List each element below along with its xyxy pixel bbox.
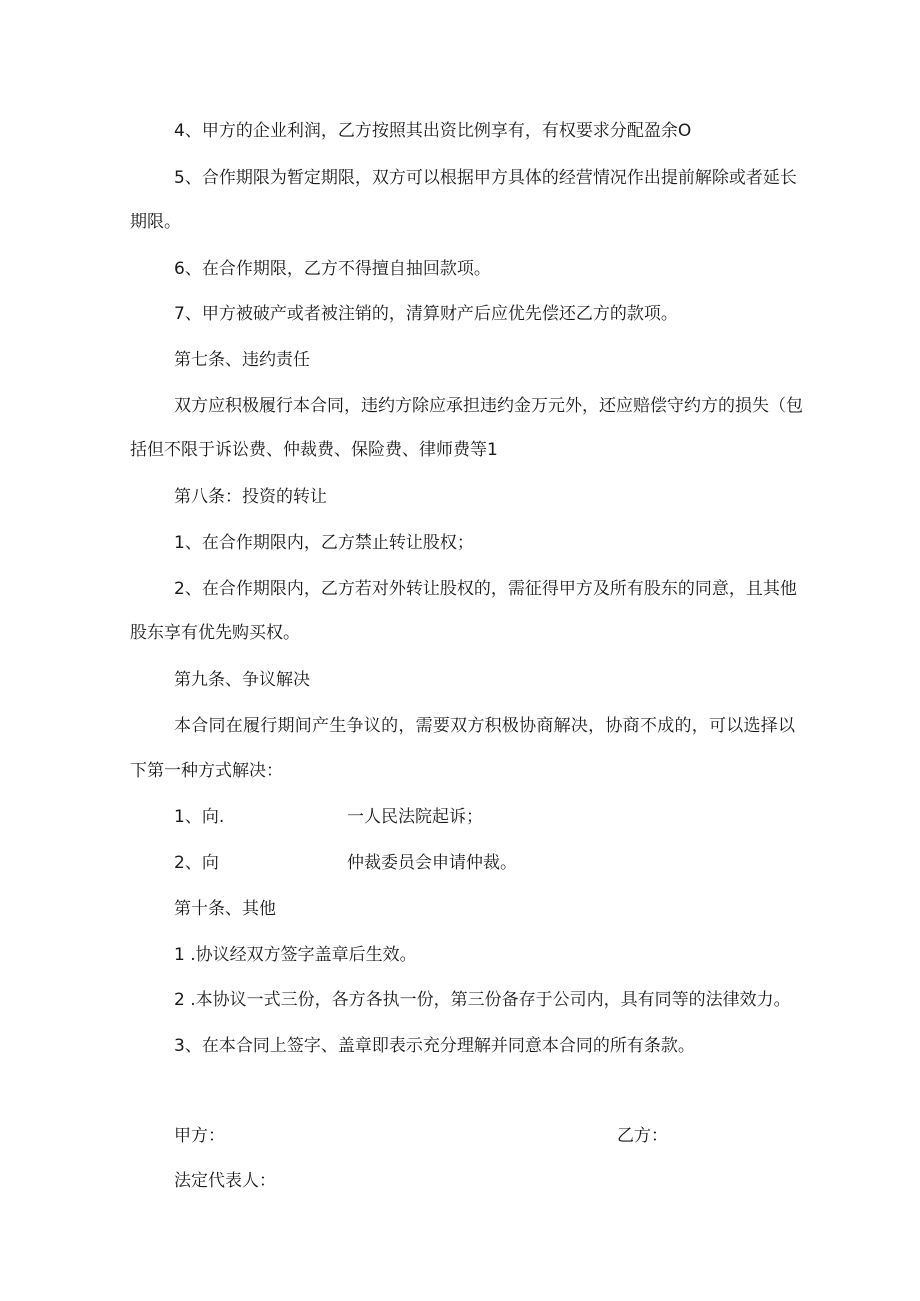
legal-representative-label: 法定代表人： bbox=[174, 1171, 276, 1191]
clause-4: 4、甲方的企业利润，乙方按照其出资比例享有，有权要求分配盈余O bbox=[174, 121, 692, 141]
article-8-clause-2-line2: 股东享有优先购买权。 bbox=[130, 623, 300, 643]
article-7-title: 第七条、违约责任 bbox=[174, 350, 310, 370]
article-8-clause-1: 1、在合作期限内，乙方禁止转让股权； bbox=[174, 533, 474, 553]
article-8-title: 第八条：投资的转让 bbox=[174, 487, 327, 507]
article-7-text-line2: 括但不限于诉讼费、仲裁费、保险费、律师费等1 bbox=[130, 440, 498, 460]
article-9-option-1-prefix: 1、向. bbox=[174, 807, 225, 827]
article-10-clause-3: 3、在本合同上签字、盖章即表示充分理解并同意本合同的所有条款。 bbox=[174, 1036, 695, 1056]
clause-5-line2: 期限。 bbox=[130, 212, 181, 232]
clause-6: 6、在合作期限，乙方不得擅自抽回款项。 bbox=[174, 259, 491, 279]
clause-7: 7、甲方被破产或者被注销的，清算财产后应优先偿还乙方的款项。 bbox=[174, 304, 678, 324]
article-9-option-2-suffix: 仲裁委员会申请仲裁。 bbox=[347, 853, 517, 873]
article-9-option-2-prefix: 2、向 bbox=[174, 853, 219, 873]
article-10-clause-1: 1 .协议经双方签字盖章后生效。 bbox=[174, 945, 417, 965]
article-9-text-line2: 下第一种方式解决： bbox=[130, 761, 283, 781]
article-9-text-line1: 本合同在履行期间产生争议的，需要双方积极协商解决，协商不成的，可以选择以 bbox=[174, 716, 795, 736]
party-a-label: 甲方： bbox=[174, 1126, 225, 1146]
article-9-title: 第九条、争议解决 bbox=[174, 670, 310, 690]
article-9-option-1-suffix: 一人民法院起诉； bbox=[347, 807, 483, 827]
article-10-title: 第十条、其他 bbox=[174, 899, 276, 919]
article-8-clause-2-line1: 2、在合作期限内，乙方若对外转让股权的，需征得甲方及所有股东的同意，且其他 bbox=[174, 579, 797, 599]
article-7-text-line1: 双方应积极履行本合同，违约方除应承担违约金万元外，还应赔偿守约方的损失（包 bbox=[174, 396, 803, 416]
article-10-clause-2: 2 .本协议一式三份，各方各执一份，第三份备存于公司内，具有同等的法律效力。 bbox=[174, 990, 791, 1010]
clause-5-line1: 5、合作期限为暂定期限，双方可以根据甲方具体的经营情况作出提前解除或者延长 bbox=[174, 168, 797, 188]
party-b-label: 乙方： bbox=[617, 1126, 668, 1146]
